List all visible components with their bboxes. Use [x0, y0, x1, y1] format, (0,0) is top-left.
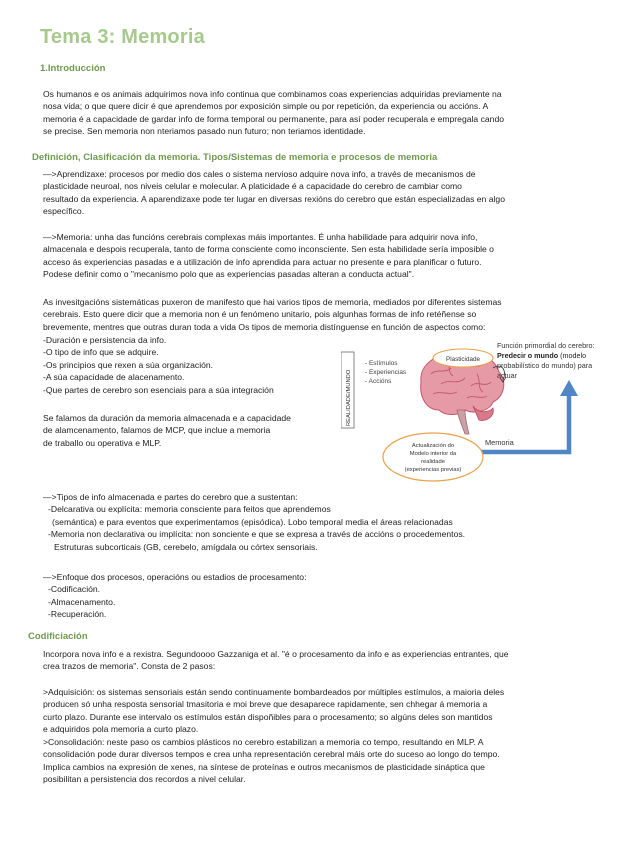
plasticidade-label: Plasticidade [446, 356, 480, 363]
memoria-label: Memoria [485, 438, 514, 447]
actualizacion-line-2: Modelo interior da [409, 451, 457, 457]
axis-label-realidade: REALIDADE/MUNDO [346, 369, 352, 426]
funcion-line-4: probabilístico do mundo) para [497, 361, 593, 370]
section-heading-intro: 1.Introducción [40, 63, 106, 74]
funcion-line-2: Predecir o mundo (modelo [497, 351, 587, 360]
tipos-info-list: —>Tipos de info almacenada e partes do cerebro que a sustentan: -Delcarativa ou explícita: memoria consciente para feitos que aprendemos (semántica) e para eventos que experimentamos (episódica). Lobo temporal media el áreas relacionadas -Memoria non declarativa ou implícita: non sonciente e que se expresa a través de accións o procedementos. Estruturas subcorticais (GB, cerebelo, amígdala ou córtex sensoriais. [43, 492, 466, 552]
actualizacion-line-3: realidade [421, 459, 445, 465]
list-item: -A súa capacidade de alacenamento. [43, 372, 185, 383]
funcion-line-1: Función primordial do cerebro: [497, 341, 595, 350]
aprendizaxe-paragraph: —>Aprendizaxe: procesos por medio dos cales o sistema nervioso adquire nova info, a través de mecanismos de plasticidade neuroal, nos niveis celular e molecular. A platicidade é a capacidade do cerebro de cambiar como resultado da experiencia. A aparendizaxe pode ter lugar en diversas rexións do cerebro que están especializadas en algo específico. [43, 169, 505, 217]
aspectos-list [43, 334, 274, 396]
brain-memory-diagram [341, 340, 631, 485]
consolidacion-paragraph: >Consolidación: neste paso os cambios plásticos no cerebro estabilizan a memoria co tempo, resultando en MLP. A consolidación pode durar diversos tempos e crea unha representación cerebral máis orte do suceso ao longo do tempo. Implica cambios na expresión de xenes, na síntese de proteínas e outros mecanismos de plasticidade sináptica que posibilitan a persistencia dos recordos a nivel celular. [43, 737, 500, 785]
list-item: -Os principios que rexen a súa organización. [43, 359, 214, 370]
list-item: -Duración e persistencia da info. [43, 335, 167, 345]
intro-paragraph: Os humanos e os animais adquirimos nova info continua que combinamos coas experiencias adquiridas previamente na nosa vida; o que quere dicir é que aprendemos por exposición simple ou por repetición, da experiencia ou accións. A memoria é a capacidade de gardar info de forma temporal ou permanente, para así poder recuperala e empregala cando se precise. Sen memoria non nteriamos pasado nun futuro; non teriamos identidade. [43, 89, 504, 137]
duracion-paragraph: Se falamos da duración da memoria almacenada e a capacidade de alamcenamento, falamos de MCP, que inclue a memoria de traballo ou operativa e MLP. [43, 413, 291, 448]
page-title: Tema 3: Memoria [40, 26, 205, 48]
blue-arrow-head [560, 380, 578, 396]
input-accions: - Accións [365, 378, 392, 385]
list-item: -Que partes de cerebro son esenciais para a súa integración [43, 384, 274, 395]
funcion-line-5: actuar [497, 371, 517, 380]
section-heading-codificacion: Codificiación [28, 631, 88, 642]
actualizacion-line-4: (experiencias previas) [404, 467, 462, 473]
section-heading-definition: Definición, Clasificación da memoria. Tipos/Sistemas de memoria e procesos de memoria [32, 152, 438, 163]
investigacions-paragraph: As invesitgacións sistemáticas puxeron de manifesto que hai varios tipos de memoria, mediados por diferentes sistemas cerebrais. Esto quere dicir que a memoria non é un fenómeno unitario, pois algunhas formas de info retéñense so brevemente, mentres que outras duran toda a vida Os tipos de memoria distínguense en función de aspectos como: [43, 297, 502, 332]
codificacion-paragraph: Incorpora nova info e a rexistra. Segundoooo Gazzaniga et al. "é o procesamento da info e as experiencias entrantes, que crea trazos de memoria". Consta de 2 pasos: [43, 649, 509, 672]
enfoque-list: —>Enfoque dos procesos, operacións ou estadios de procesamento: -Codificación. -Almacenamento. -Recuperación. [43, 572, 307, 620]
adquisicion-paragraph: >Adquisición: os sistemas sensoriais están sendo continuamente bombardeados por múltiples estímulos, a maioria deles producen só unha resposta sensorial tmasitoria e moi breve que desaparece rapidamente, sen chhegar á memoria a curto plazo. Durante ese intervalo os estímulos están dispoñibles para o procesamento; so algúns deles son mantidos e adquiridos pola memoria a curto plazo. [43, 687, 505, 735]
input-estimulos: - Estímulos [365, 360, 398, 367]
list-item: -O tipo de info que se adquire. [43, 347, 159, 358]
actualizacion-line-1: Actualización do [411, 443, 455, 449]
memoria-definition-paragraph: —>Memoria: unha das funcións cerebrais complexas máis importantes. É unha habilidade para adquirir nova info, almacenala e despois recuperala, tanto de forma consciente como inconsciente. Sen esta habilidade sería imposible o acceso ás experiencias pasadas e a utilización de info aprendida para actuar no presente e para planificar o futuro. Podese definir como o "mecanismo polo que as experiencias pasadas alteran a conducta actual". [43, 232, 494, 280]
input-experiencias: - Experiencias [365, 369, 407, 376]
